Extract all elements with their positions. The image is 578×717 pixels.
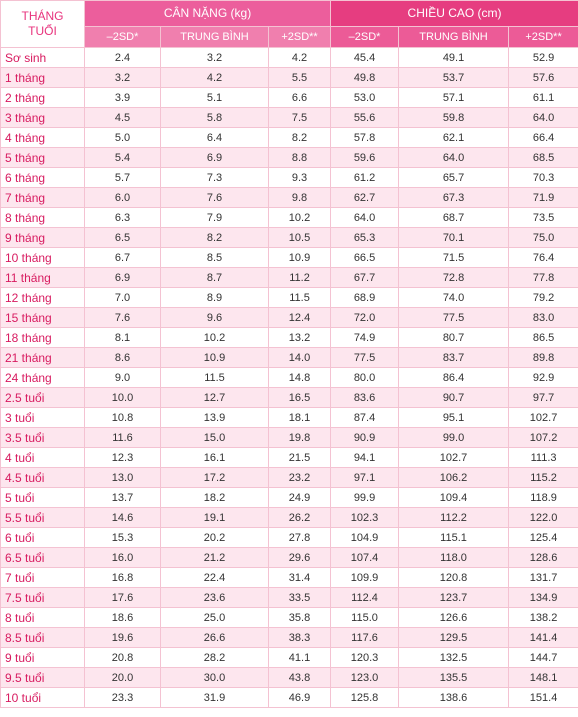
weight-minus-2sd-cell: 2.4 [85,48,161,68]
table-row [1,148,578,168]
weight-minus-2sd-cell: 6.5 [85,228,161,248]
weight-minus-2sd-cell: 15.3 [85,528,161,548]
height-plus-2sd-cell: 75.0 [509,228,578,248]
height-plus-2sd-cell: 125.4 [509,528,578,548]
weight-minus-2sd-cell: 13.0 [85,468,161,488]
month-cell: 9.5 tuổi [1,668,85,688]
weight-minus-2sd-cell: 16.0 [85,548,161,568]
height-average-cell: 118.0 [399,548,509,568]
weight-minus-2sd-cell: 4.5 [85,108,161,128]
table-row [1,228,578,248]
table-row [1,448,578,468]
height-average-cell: 65.7 [399,168,509,188]
height-average-cell: 138.6 [399,688,509,708]
weight-plus-2sd-cell: 10.9 [269,248,331,268]
weight-plus-2sd-cell: 24.9 [269,488,331,508]
month-cell: 11 tháng [1,268,85,288]
weight-plus-2sd-cell: 9.8 [269,188,331,208]
height-minus-2sd-cell: 67.7 [331,268,399,288]
weight-minus-2sd-cell: 5.7 [85,168,161,188]
weight-plus-2sd-cell: 8.8 [269,148,331,168]
height-average-cell: 74.0 [399,288,509,308]
height-minus-2sd-cell: 55.6 [331,108,399,128]
height-average-cell: 67.3 [399,188,509,208]
height-average-cell: 49.1 [399,48,509,68]
height-minus-2sd-cell: 45.4 [331,48,399,68]
table-row [1,388,578,408]
height-average-cell: 112.2 [399,508,509,528]
table-row [1,328,578,348]
height-plus-2sd-cell: 77.8 [509,268,578,288]
weight-average-cell: 7.6 [161,188,269,208]
weight-plus-2sd-cell: 7.5 [269,108,331,128]
height-plus-2sd-cell: 122.0 [509,508,578,528]
weight-plus-2sd-cell: 35.8 [269,608,331,628]
height-average-cell: 109.4 [399,488,509,508]
weight-average-cell: 18.2 [161,488,269,508]
weight-plus-2sd-cell: 38.3 [269,628,331,648]
table-row [1,668,578,688]
table-row [1,248,578,268]
height-minus-2sd-cell: 117.6 [331,628,399,648]
month-cell: 4.5 tuổi [1,468,85,488]
month-cell: 2.5 tuổi [1,388,85,408]
weight-minus-2sd-cell: 3.9 [85,88,161,108]
height-plus-2sd-cell: 79.2 [509,288,578,308]
weight-average-cell: 17.2 [161,468,269,488]
height-minus-2sd-cell: 59.6 [331,148,399,168]
weight-average-cell: 21.2 [161,548,269,568]
table-row [1,608,578,628]
weight-plus-2sd-cell: 10.5 [269,228,331,248]
weight-minus-2sd-cell: 7.6 [85,308,161,328]
height-minus-2sd-cell: 64.0 [331,208,399,228]
weight-average-cell: 16.1 [161,448,269,468]
table-body [1,48,578,708]
weight-minus-2sd-cell: 10.0 [85,388,161,408]
weight-plus-2sd-cell: 11.5 [269,288,331,308]
height-minus-2sd-cell: 74.9 [331,328,399,348]
weight-average-cell: 4.2 [161,68,269,88]
table-row [1,368,578,388]
weight-average-cell: 6.9 [161,148,269,168]
table-row [1,268,578,288]
height-minus-2sd-cell: 53.0 [331,88,399,108]
weight-minus-2sd-cell: 8.1 [85,328,161,348]
height-minus-2sd-cell: 107.4 [331,548,399,568]
height-plus-2sd-cell: 71.9 [509,188,578,208]
height-minus-2sd-cell: 97.1 [331,468,399,488]
weight-plus-2sd-cell: 14.8 [269,368,331,388]
height-plus-2sd-cell: 68.5 [509,148,578,168]
weight-minus-2sd-header: –2SD* [85,26,161,47]
height-minus-2sd-cell: 68.9 [331,288,399,308]
table-row [1,348,578,368]
weight-minus-2sd-cell: 11.6 [85,428,161,448]
height-minus-2sd-cell: 99.9 [331,488,399,508]
table-row [1,648,578,668]
month-cell: 6 tháng [1,168,85,188]
height-average-cell: 64.0 [399,148,509,168]
height-average-cell: 90.7 [399,388,509,408]
height-average-cell: 135.5 [399,668,509,688]
height-plus-2sd-cell: 86.5 [509,328,578,348]
table-row [1,548,578,568]
height-minus-2sd-cell: 123.0 [331,668,399,688]
table-row [1,208,578,228]
height-plus-2sd-cell: 148.1 [509,668,578,688]
height-plus-2sd-cell: 92.9 [509,368,578,388]
month-cell: 8 tháng [1,208,85,228]
height-average-cell: 95.1 [399,408,509,428]
month-cell: 10 tháng [1,248,85,268]
height-minus-2sd-cell: 66.5 [331,248,399,268]
height-minus-2sd-cell: 49.8 [331,68,399,88]
height-plus-2sd-header: +2SD** [509,26,578,47]
table-row [1,628,578,648]
height-plus-2sd-cell: 134.9 [509,588,578,608]
table-row [1,288,578,308]
table-row [1,108,578,128]
table-row [1,188,578,208]
weight-minus-2sd-cell: 14.6 [85,508,161,528]
weight-average-header: TRUNG BÌNH [161,26,269,47]
table-row [1,488,578,508]
month-cell: 7 tuổi [1,568,85,588]
weight-plus-2sd-cell: 43.8 [269,668,331,688]
month-cell: 6 tuổi [1,528,85,548]
height-plus-2sd-cell: 83.0 [509,308,578,328]
weight-average-cell: 6.4 [161,128,269,148]
height-minus-2sd-cell: 104.9 [331,528,399,548]
weight-minus-2sd-cell: 9.0 [85,368,161,388]
height-average-cell: 62.1 [399,128,509,148]
weight-minus-2sd-cell: 7.0 [85,288,161,308]
month-cell: 9 tháng [1,228,85,248]
weight-plus-2sd-cell: 18.1 [269,408,331,428]
height-minus-2sd-cell: 62.7 [331,188,399,208]
table-row [1,568,578,588]
weight-average-cell: 8.9 [161,288,269,308]
weight-average-cell: 25.0 [161,608,269,628]
weight-plus-2sd-cell: 8.2 [269,128,331,148]
height-plus-2sd-cell: 61.1 [509,88,578,108]
weight-minus-2sd-cell: 6.0 [85,188,161,208]
month-cell: 18 tháng [1,328,85,348]
weight-average-cell: 5.8 [161,108,269,128]
weight-plus-2sd-cell: 16.5 [269,388,331,408]
weight-plus-2sd-cell: 31.4 [269,568,331,588]
month-cell: 5.5 tuổi [1,508,85,528]
height-minus-2sd-cell: 57.8 [331,128,399,148]
weight-group-header: CÂN NẶNG (kg) [85,1,331,27]
height-plus-2sd-cell: 138.2 [509,608,578,628]
weight-plus-2sd-cell: 21.5 [269,448,331,468]
month-cell: 4 tháng [1,128,85,148]
height-average-cell: 102.7 [399,448,509,468]
height-minus-2sd-cell: 115.0 [331,608,399,628]
weight-average-cell: 28.2 [161,648,269,668]
weight-plus-2sd-cell: 11.2 [269,268,331,288]
weight-plus-2sd-cell: 6.6 [269,88,331,108]
height-minus-2sd-header: –2SD* [331,26,399,47]
weight-minus-2sd-cell: 5.0 [85,128,161,148]
weight-average-cell: 13.9 [161,408,269,428]
weight-minus-2sd-cell: 17.6 [85,588,161,608]
weight-minus-2sd-cell: 6.9 [85,268,161,288]
height-average-cell: 86.4 [399,368,509,388]
month-cell: 15 tháng [1,308,85,328]
table-row [1,48,578,68]
height-minus-2sd-cell: 102.3 [331,508,399,528]
height-plus-2sd-cell: 52.9 [509,48,578,68]
height-average-cell: 115.1 [399,528,509,548]
height-minus-2sd-cell: 109.9 [331,568,399,588]
height-minus-2sd-cell: 80.0 [331,368,399,388]
month-cell: 8 tuổi [1,608,85,628]
weight-minus-2sd-cell: 20.8 [85,648,161,668]
weight-minus-2sd-cell: 16.8 [85,568,161,588]
height-minus-2sd-cell: 112.4 [331,588,399,608]
height-plus-2sd-cell: 128.6 [509,548,578,568]
table-row [1,68,578,88]
weight-average-cell: 30.0 [161,668,269,688]
weight-average-cell: 31.9 [161,688,269,708]
weight-average-cell: 9.6 [161,308,269,328]
weight-average-cell: 7.9 [161,208,269,228]
month-label-line2: TUỔI [28,24,57,38]
height-minus-2sd-cell: 125.8 [331,688,399,708]
month-age-header [1,1,85,48]
height-minus-2sd-cell: 120.3 [331,648,399,668]
weight-average-cell: 10.9 [161,348,269,368]
height-average-cell: 123.7 [399,588,509,608]
weight-average-cell: 22.4 [161,568,269,588]
weight-plus-2sd-cell: 9.3 [269,168,331,188]
height-minus-2sd-cell: 83.6 [331,388,399,408]
height-plus-2sd-cell: 89.8 [509,348,578,368]
month-cell: 7 tháng [1,188,85,208]
weight-minus-2sd-cell: 5.4 [85,148,161,168]
height-average-cell: 80.7 [399,328,509,348]
table-row [1,128,578,148]
height-average-cell: 129.5 [399,628,509,648]
weight-minus-2sd-cell: 19.6 [85,628,161,648]
month-cell: 6.5 tuổi [1,548,85,568]
height-plus-2sd-cell: 144.7 [509,648,578,668]
height-plus-2sd-cell: 64.0 [509,108,578,128]
height-minus-2sd-cell: 65.3 [331,228,399,248]
height-plus-2sd-cell: 57.6 [509,68,578,88]
height-plus-2sd-cell: 102.7 [509,408,578,428]
weight-minus-2sd-cell: 6.3 [85,208,161,228]
weight-plus-2sd-cell: 13.2 [269,328,331,348]
height-average-cell: 83.7 [399,348,509,368]
height-plus-2sd-cell: 97.7 [509,388,578,408]
weight-average-cell: 8.2 [161,228,269,248]
month-cell: 2 tháng [1,88,85,108]
table-row [1,588,578,608]
weight-average-cell: 19.1 [161,508,269,528]
weight-average-cell: 20.2 [161,528,269,548]
table-row [1,688,578,708]
weight-average-cell: 23.6 [161,588,269,608]
height-plus-2sd-cell: 115.2 [509,468,578,488]
weight-plus-2sd-cell: 19.8 [269,428,331,448]
table-row [1,408,578,428]
weight-average-cell: 12.7 [161,388,269,408]
height-average-cell: 120.8 [399,568,509,588]
weight-plus-2sd-cell: 14.0 [269,348,331,368]
table-row [1,308,578,328]
weight-average-cell: 3.2 [161,48,269,68]
height-average-cell: 68.7 [399,208,509,228]
weight-minus-2sd-cell: 10.8 [85,408,161,428]
height-average-cell: 99.0 [399,428,509,448]
month-label-line1: THÁNG [21,9,64,23]
month-cell: 12 tháng [1,288,85,308]
month-cell: Sơ sinh [1,48,85,68]
height-plus-2sd-cell: 73.5 [509,208,578,228]
weight-average-cell: 5.1 [161,88,269,108]
height-plus-2sd-cell: 111.3 [509,448,578,468]
height-average-cell: 59.8 [399,108,509,128]
height-plus-2sd-cell: 131.7 [509,568,578,588]
weight-plus-2sd-cell: 12.4 [269,308,331,328]
month-cell: 3.5 tuổi [1,428,85,448]
weight-average-cell: 8.7 [161,268,269,288]
table-header [1,1,578,48]
weight-average-cell: 10.2 [161,328,269,348]
weight-plus-2sd-cell: 4.2 [269,48,331,68]
weight-plus-2sd-cell: 46.9 [269,688,331,708]
weight-average-cell: 11.5 [161,368,269,388]
height-average-cell: 132.5 [399,648,509,668]
table-row [1,168,578,188]
month-cell: 7.5 tuổi [1,588,85,608]
month-cell: 9 tuổi [1,648,85,668]
month-cell: 10 tuổi [1,688,85,708]
height-average-cell: 77.5 [399,308,509,328]
height-minus-2sd-cell: 72.0 [331,308,399,328]
table-row [1,508,578,528]
height-plus-2sd-cell: 151.4 [509,688,578,708]
height-plus-2sd-cell: 107.2 [509,428,578,448]
table-row [1,468,578,488]
height-plus-2sd-cell: 141.4 [509,628,578,648]
month-cell: 3 tháng [1,108,85,128]
table-row [1,528,578,548]
month-cell: 3 tuổi [1,408,85,428]
height-average-cell: 72.8 [399,268,509,288]
height-plus-2sd-cell: 118.9 [509,488,578,508]
height-average-cell: 106.2 [399,468,509,488]
month-cell: 21 tháng [1,348,85,368]
weight-average-cell: 8.5 [161,248,269,268]
height-average-cell: 53.7 [399,68,509,88]
weight-plus-2sd-cell: 41.1 [269,648,331,668]
height-minus-2sd-cell: 94.1 [331,448,399,468]
height-minus-2sd-cell: 87.4 [331,408,399,428]
month-cell: 24 tháng [1,368,85,388]
height-plus-2sd-cell: 66.4 [509,128,578,148]
month-cell: 1 tháng [1,68,85,88]
height-plus-2sd-cell: 76.4 [509,248,578,268]
weight-plus-2sd-cell: 10.2 [269,208,331,228]
weight-minus-2sd-cell: 6.7 [85,248,161,268]
weight-plus-2sd-header: +2SD** [269,26,331,47]
height-average-cell: 57.1 [399,88,509,108]
weight-minus-2sd-cell: 20.0 [85,668,161,688]
weight-plus-2sd-cell: 27.8 [269,528,331,548]
weight-minus-2sd-cell: 13.7 [85,488,161,508]
month-cell: 8.5 tuổi [1,628,85,648]
weight-minus-2sd-cell: 23.3 [85,688,161,708]
weight-plus-2sd-cell: 33.5 [269,588,331,608]
month-cell: 5 tuổi [1,488,85,508]
weight-minus-2sd-cell: 3.2 [85,68,161,88]
height-average-cell: 70.1 [399,228,509,248]
weight-plus-2sd-cell: 23.2 [269,468,331,488]
weight-minus-2sd-cell: 8.6 [85,348,161,368]
height-average-cell: 71.5 [399,248,509,268]
weight-average-cell: 15.0 [161,428,269,448]
weight-plus-2sd-cell: 29.6 [269,548,331,568]
table-row [1,428,578,448]
weight-plus-2sd-cell: 5.5 [269,68,331,88]
height-average-header: TRUNG BÌNH [399,26,509,47]
weight-average-cell: 7.3 [161,168,269,188]
height-group-header: CHIỀU CAO (cm) [331,1,578,27]
month-cell: 5 tháng [1,148,85,168]
height-average-cell: 126.6 [399,608,509,628]
weight-minus-2sd-cell: 12.3 [85,448,161,468]
weight-average-cell: 26.6 [161,628,269,648]
table-row [1,88,578,108]
weight-minus-2sd-cell: 18.6 [85,608,161,628]
height-minus-2sd-cell: 77.5 [331,348,399,368]
month-cell: 4 tuổi [1,448,85,468]
height-minus-2sd-cell: 61.2 [331,168,399,188]
height-plus-2sd-cell: 70.3 [509,168,578,188]
weight-plus-2sd-cell: 26.2 [269,508,331,528]
height-minus-2sd-cell: 90.9 [331,428,399,448]
